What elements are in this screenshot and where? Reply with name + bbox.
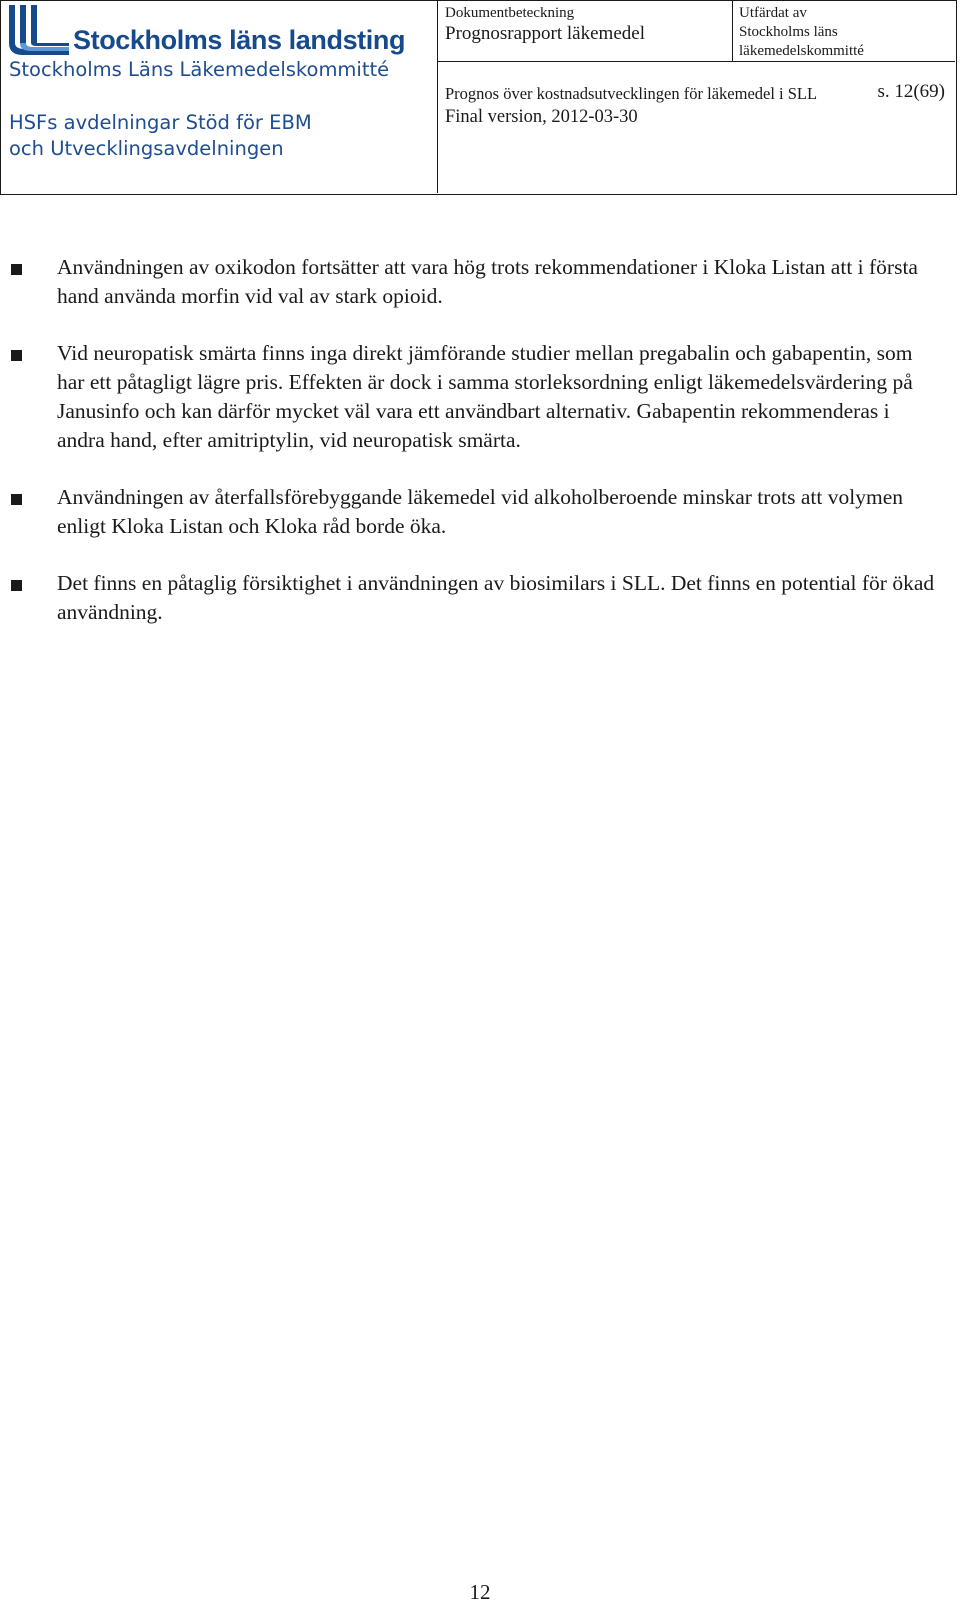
- department-name: [9, 110, 312, 162]
- logo-text: Stockholms läns landsting: [73, 25, 406, 55]
- issued-by-line: läkemedelskommitté: [739, 43, 864, 59]
- list-item-text: Användningen av oxikodon fortsätter att vara hög trots rekommendationer i Kloka Listan att i första hand använda morfin vid val av stark opioid.: [57, 255, 918, 308]
- doc-title-cell: [438, 61, 955, 193]
- department-line: HSFs avdelningar Stöd för EBM: [9, 111, 312, 134]
- list-item-text: Det finns en påtaglig försiktighet i användningen av biosimilars i SLL. Det finns en potential för ökad användning.: [57, 571, 935, 624]
- bullet-list: [0, 253, 960, 655]
- doc-version: Final version, 2012-03-30: [445, 107, 638, 127]
- org-name: Stockholms Läns Läkemedelskommitté: [9, 58, 390, 81]
- list-item: [0, 483, 960, 541]
- square-bullet-icon: [11, 350, 22, 361]
- issued-by-line: Stockholms läns: [739, 24, 838, 40]
- department-line: och Utvecklingsavdelningen: [9, 137, 284, 160]
- doc-designation-label: Dokumentbeteckning: [445, 5, 575, 21]
- header-org-cell: [1, 1, 438, 193]
- issued-by-cell: [733, 1, 955, 61]
- list-item-text: Användningen av återfallsförebyggande läkemedel vid alkoholberoende minskar trots att volymen enligt Kloka Listan och Kloka råd borde öka.: [57, 485, 903, 538]
- issued-by-line: Utfärdat av: [739, 5, 807, 21]
- list-item: [0, 569, 960, 627]
- list-item: [0, 339, 960, 455]
- list-item-text: Vid neuropatisk smärta finns inga direkt jämförande studier mellan pregabalin och gabapentin, som har ett påtagligt lägre pris. Effekten är dock i samma storleksordning enligt läkemedelsvärdering på Janusinfo och kan därför mycket väl vara ett användbart alternativ. Gabapentin rekommenderas i andra hand, efter amitriptylin, vid neuropatisk smärta.: [57, 341, 913, 452]
- document-header: [0, 0, 957, 195]
- page-number: 12: [469, 1580, 491, 1604]
- sll-logo: [7, 3, 437, 59]
- sll-logo-icon: [7, 3, 71, 59]
- doc-title: Prognos över kostnadsutvecklingen för läkemedel i SLL: [445, 84, 818, 103]
- page-reference: s. 12(69): [877, 81, 945, 102]
- square-bullet-icon: [11, 264, 22, 275]
- list-item: [0, 253, 960, 311]
- square-bullet-icon: [11, 580, 22, 591]
- square-bullet-icon: [11, 494, 22, 505]
- issued-by: [739, 4, 864, 61]
- doc-designation-value: Prognosrapport läkemedel: [445, 23, 645, 44]
- doc-designation-cell: [438, 1, 733, 61]
